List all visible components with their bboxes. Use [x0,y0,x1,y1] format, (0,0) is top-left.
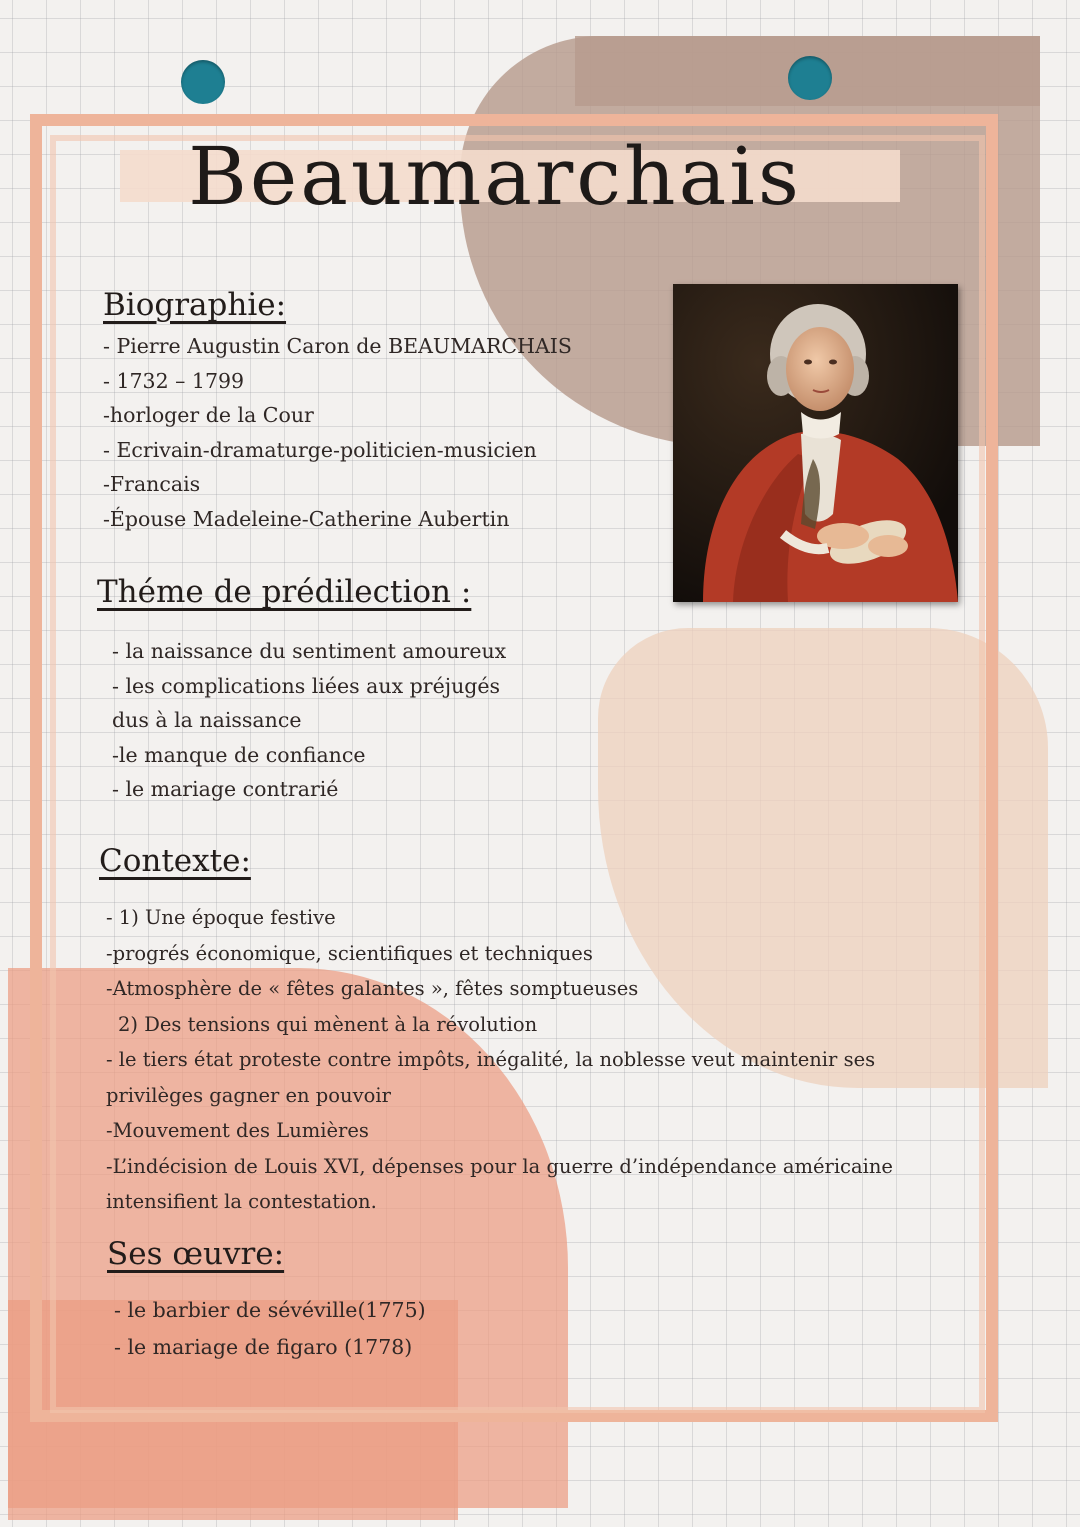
list-item: - Ecrivain-dramaturge-politicien-musicien [103,437,537,462]
binder-hole-icon [788,56,832,100]
list-item: -le manque de confiance [112,742,366,767]
page-title: Beaumarchais [188,130,802,223]
contexte-list [106,900,893,1220]
list-item: -progrés économique, scientifiques et techniques [106,941,593,965]
list-item: privilèges gagner en pouvoir [106,1083,391,1107]
section-heading-biographie: Biographie: [103,287,287,323]
portrait-image [673,284,958,602]
list-item: -horloger de la Cour [103,403,314,427]
list-item: - le mariage de figaro (1778) [114,1335,413,1359]
biographie-list [103,329,572,536]
list-item: -Francais [103,472,201,496]
list-item: - la naissance du sentiment amoureux [112,639,507,663]
list-item: - Pierre Augustin Caron de BEAUMARCHAIS [103,334,572,358]
section-heading-theme: Théme de prédilection : [97,574,472,610]
list-item: -L’indécision de Louis XVI, dépenses pour la guerre d’indépendance américaine [106,1154,893,1178]
list-item: -Mouvement des Lumières [106,1119,369,1142]
list-item: - le mariage contrarié [112,777,339,801]
list-item: intensifient la contestation. [106,1190,377,1213]
list-item: 2) Des tensions qui mènent à la révolution [118,1012,538,1036]
list-item: -Épouse Madeleine-Catherine Aubertin [103,506,510,531]
list-item: - les complications liées aux préjugés [112,673,501,698]
list-item: dus à la naissance [112,708,302,732]
list-item: -Atmosphère de « fêtes galantes », fêtes somptueuses [106,977,639,1000]
oeuvres-list [114,1292,426,1366]
list-item: - le barbier de sévéville(1775) [114,1298,426,1322]
section-heading-oeuvres: Ses œuvre: [107,1236,285,1272]
list-item: - le tiers état proteste contre impôts, inégalité, la noblesse veut maintenir ses [106,1048,876,1071]
list-item: - 1732 – 1799 [103,368,245,393]
list-item: - 1) Une époque festive [106,906,336,929]
section-heading-contexte: Contexte: [99,843,251,879]
binder-hole-icon [181,60,225,104]
portrait-illustration [673,284,958,602]
theme-list [112,634,506,807]
